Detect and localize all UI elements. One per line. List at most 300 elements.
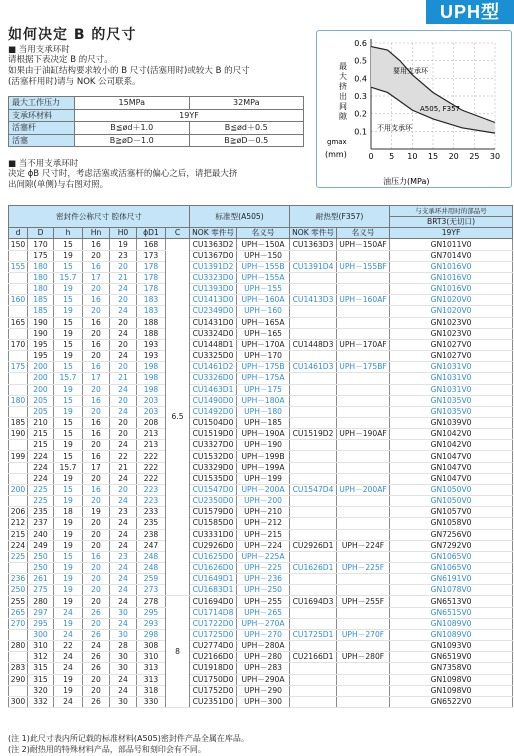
y-tick-label: 0.4: [354, 74, 367, 84]
table-cell: GN1065V0: [390, 551, 513, 562]
table-cell: 15: [54, 339, 83, 350]
table-cell: 20: [83, 496, 110, 507]
table-cell: [9, 462, 28, 473]
table-cell: 19: [54, 284, 83, 295]
table-cell: GN1078V0: [390, 585, 513, 596]
table-cell: [337, 440, 390, 451]
table-cell: 20: [83, 540, 110, 551]
table-cell: [337, 417, 390, 428]
y-axis-label-char: 最: [339, 62, 347, 71]
table-cell: UPH－280A: [237, 641, 290, 652]
table-cell: 15.7: [54, 272, 83, 283]
table-cell: UPH－155: [237, 284, 290, 295]
table-cell: UPH－225F: [337, 563, 390, 574]
table-cell: UPH－200: [237, 496, 290, 507]
table-row: [9, 563, 513, 574]
table-cell: 224: [28, 473, 54, 484]
table-cell: [290, 529, 337, 540]
table-cell: 183: [137, 295, 166, 306]
table-cell: 213: [137, 429, 166, 440]
table-cell: 20: [110, 339, 137, 350]
table-cell: 180: [28, 261, 54, 272]
table-cell: 297: [28, 607, 54, 618]
table-cell: 30: [110, 696, 137, 707]
table-cell: 19: [54, 406, 83, 417]
table-cell: 24: [110, 585, 137, 596]
table-cell: [290, 395, 337, 406]
table-cell: 16: [83, 317, 110, 328]
table-cell: CU2774D0: [190, 641, 237, 652]
table-cell: UPH－170AF: [337, 339, 390, 350]
table-cell: [337, 351, 390, 362]
table-cell: UPH－185: [237, 417, 290, 428]
table-row: [9, 596, 513, 607]
table-cell: CU3329D0: [190, 462, 237, 473]
table-cell: 15: [54, 551, 83, 562]
table-cell: 200: [28, 373, 54, 384]
table-cell: [290, 685, 337, 696]
table-cell: UPH－255F: [337, 596, 390, 607]
series-label: 要用支承环: [393, 67, 428, 75]
table-row: [9, 417, 513, 428]
table-cell: 24: [110, 284, 137, 295]
table-cell: [9, 496, 28, 507]
table-row: [9, 328, 513, 339]
section1-line: (活塞杆用时)请与 NOK 公司联系。: [8, 77, 141, 87]
table-cell: 24: [54, 652, 83, 663]
table-cell: CU1585D0: [190, 518, 237, 529]
table-cell: [290, 496, 337, 507]
table-cell: UPH－165A: [237, 317, 290, 328]
table-cell: 24: [54, 607, 83, 618]
table-cell: 308: [137, 641, 166, 652]
table-cell: 30: [110, 652, 137, 663]
table-cell: [9, 685, 28, 696]
table-cell: [9, 473, 28, 484]
table-cell: 20: [110, 295, 137, 306]
table-cell: 190: [9, 429, 28, 440]
table-row: [9, 339, 513, 350]
table-cell: [337, 585, 390, 596]
table-cell: 313: [137, 674, 166, 685]
table-cell: 24: [110, 596, 137, 607]
table-cell: 215: [28, 440, 54, 451]
table-cell: 24: [110, 618, 137, 629]
table-cell: 20: [83, 574, 110, 585]
table-cell: CU1492D0: [190, 406, 237, 417]
table-cell: 270: [9, 618, 28, 629]
table-cell: 313: [137, 663, 166, 674]
table-cell: 320: [28, 685, 54, 696]
table-row: [9, 696, 513, 707]
table-row: [9, 284, 513, 295]
table-cell: [337, 306, 390, 317]
table-row: [9, 551, 513, 562]
table-cell: CU1547D0: [190, 484, 237, 495]
table-cell: [290, 417, 337, 428]
table-cell: GN6513V0: [390, 596, 513, 607]
table-cell: UPH－280: [237, 652, 290, 663]
table-cell: 16: [83, 484, 110, 495]
table-cell: 310: [137, 652, 166, 663]
table-cell: CU2349D0: [190, 306, 237, 317]
table-cell: 222: [137, 473, 166, 484]
spec-value: B≧øD－0.5: [189, 134, 304, 147]
table-cell: GN1023V0: [390, 317, 513, 328]
table-cell: GN1020V0: [390, 295, 513, 306]
table-cell: 26: [83, 663, 110, 674]
table-row: [9, 585, 513, 596]
table-cell: GN1031V0: [390, 373, 513, 384]
table-cell: 208: [137, 417, 166, 428]
table-cell: 26: [83, 696, 110, 707]
table-cell: 24: [110, 440, 137, 451]
table-cell: 24: [54, 696, 83, 707]
table-cell: UPH－225A: [237, 551, 290, 562]
table-row: [9, 250, 513, 261]
table-cell: 16: [83, 295, 110, 306]
table-cell: 20: [83, 406, 110, 417]
table-cell: 193: [137, 339, 166, 350]
x-tick-label: 30: [489, 152, 501, 161]
table-cell: 20: [110, 417, 137, 428]
table-cell: UPH－250: [237, 585, 290, 596]
table-cell: GN1098V0: [390, 674, 513, 685]
spec-row-piston: [9, 134, 304, 147]
table-cell: [337, 317, 390, 328]
table-cell: CU1461D3: [290, 362, 337, 373]
table-cell: 22: [54, 641, 83, 652]
table-cell: [290, 473, 337, 484]
table-cell: CU1649D1: [190, 574, 237, 585]
table-cell: 18: [54, 507, 83, 518]
table-cell: UPH－150AF: [337, 239, 390, 250]
table-cell: [290, 328, 337, 339]
column-header: h: [54, 228, 83, 239]
table-cell: UPH－200A: [237, 484, 290, 495]
table-row: [9, 540, 513, 551]
y-axis-unit: (mm): [325, 150, 347, 159]
table-cell: 15: [54, 395, 83, 406]
table-cell: 20: [83, 284, 110, 295]
table-cell: 240: [28, 529, 54, 540]
table-cell: UPH－200AF: [337, 484, 390, 495]
table-cell: GN1035V0: [390, 406, 513, 417]
table-cell: 21: [110, 272, 137, 283]
table-cell: 19: [54, 351, 83, 362]
table-cell: GN1031V0: [390, 384, 513, 395]
table-cell: UPH－150: [237, 250, 290, 261]
table-cell: UPH－224: [237, 540, 290, 551]
table-cell: [9, 250, 28, 261]
table-cell: CU1626D0: [190, 563, 237, 574]
table-cell: 19: [110, 239, 137, 250]
table-row: [9, 607, 513, 618]
table-cell: CU1461D2: [190, 362, 237, 373]
table-cell: [337, 507, 390, 518]
table-cell: 223: [137, 496, 166, 507]
table-cell: UPH－236: [237, 574, 290, 585]
table-cell: 17: [83, 373, 110, 384]
table-cell: [337, 663, 390, 674]
table-cell: CU1722D0: [190, 618, 237, 629]
table-row: [9, 529, 513, 540]
table-cell: 26: [83, 629, 110, 640]
table-cell: UPH－210: [237, 507, 290, 518]
table-cell: GN1057V0: [390, 507, 513, 518]
table-cell: 190: [28, 317, 54, 328]
table-cell: 312: [28, 652, 54, 663]
table-cell: 20: [83, 518, 110, 529]
table-row: [9, 507, 513, 518]
table-cell: 23: [110, 250, 137, 261]
page-title: 如何决定 B 的尺寸: [8, 27, 137, 43]
table-cell: 310: [28, 641, 54, 652]
table-cell: 20: [110, 429, 137, 440]
table-cell: 203: [137, 406, 166, 417]
table-cell: UPH－175: [237, 384, 290, 395]
table-row: [9, 484, 513, 495]
table-cell: 155: [9, 261, 28, 272]
series-label: 不用支承环: [377, 124, 412, 132]
table-cell: 188: [137, 317, 166, 328]
table-cell: UPH－283: [237, 663, 290, 674]
table-cell: 295: [137, 607, 166, 618]
table-cell: 205: [28, 406, 54, 417]
table-cell: 300: [28, 629, 54, 640]
table-cell: 273: [137, 585, 166, 596]
table-cell: 235: [28, 507, 54, 518]
table-cell: 178: [137, 261, 166, 272]
table-cell: 222: [137, 462, 166, 473]
table-cell: [290, 518, 337, 529]
table-cell: 24: [110, 473, 137, 484]
spec-table: [8, 96, 304, 147]
x-tick-label: 0: [368, 152, 374, 161]
table-cell: [337, 328, 390, 339]
table-cell: CU2166D0: [190, 652, 237, 663]
table-cell: 24: [110, 563, 137, 574]
table-cell: 250: [28, 563, 54, 574]
table-cell: CU3327D0: [190, 440, 237, 451]
table-cell: GN6522V0: [390, 696, 513, 707]
table-cell: GN1065V0: [390, 563, 513, 574]
table-cell: [290, 507, 337, 518]
table-cell: GN1016V0: [390, 284, 513, 295]
table-cell: 20: [83, 529, 110, 540]
table-cell: 168: [137, 239, 166, 250]
table-cell: 213: [137, 440, 166, 451]
table-cell: GN1039V0: [390, 417, 513, 428]
table-cell: 178: [137, 272, 166, 283]
table-row: [9, 373, 513, 384]
table-cell: 26: [83, 607, 110, 618]
table-cell: [290, 440, 337, 451]
spec-row-rod: [9, 122, 304, 135]
section1-heading-text: 当用支承环时: [18, 45, 70, 55]
table-cell: GN1098V0: [390, 685, 513, 696]
table-cell: [337, 451, 390, 462]
table-cell: CU1752D0: [190, 685, 237, 696]
table-cell: [9, 306, 28, 317]
table-cell: [337, 473, 390, 484]
table-cell: CU1625D0: [190, 551, 237, 562]
table-cell: 21: [110, 373, 137, 384]
table-cell: 15: [54, 362, 83, 373]
table-cell: [290, 351, 337, 362]
table-cell: UPH－160AF: [337, 295, 390, 306]
table-cell: 185: [28, 306, 54, 317]
table-cell: UPH－190A: [237, 429, 290, 440]
table-row: [9, 574, 513, 585]
table-row: [9, 317, 513, 328]
table-cell: 23: [110, 507, 137, 518]
header-standard-type: 标准型(A505): [190, 206, 290, 228]
table-cell: GN1016V0: [390, 261, 513, 272]
table-cell: 19: [54, 496, 83, 507]
table-cell: 236: [9, 574, 28, 585]
table-cell: UPH－190: [237, 440, 290, 451]
spec-value: B≦ød＋0.5: [189, 122, 304, 135]
table-cell: GN7292V0: [390, 540, 513, 551]
table-cell: UPH－280F: [337, 652, 390, 663]
table-cell: CU1448D1: [190, 339, 237, 350]
table-row: [9, 261, 513, 272]
table-cell: 190: [28, 328, 54, 339]
table-cell: UPH－255: [237, 596, 290, 607]
table-cell: 165: [9, 317, 28, 328]
table-cell: [9, 328, 28, 339]
table-cell: CU2351D0: [190, 696, 237, 707]
table-cell: 24: [110, 384, 137, 395]
table-cell: UPH－225: [237, 563, 290, 574]
table-cell: CU1547D4: [290, 484, 337, 495]
table-cell: 212: [9, 518, 28, 529]
table-cell: [9, 563, 28, 574]
annotation: A505, F357: [420, 105, 460, 113]
table-cell: CU1918D0: [190, 663, 237, 674]
spec-value: B≦ød＋1.0: [75, 122, 190, 135]
table-cell: [337, 674, 390, 685]
x-tick-label: 15: [427, 152, 439, 161]
table-cell: 225: [28, 496, 54, 507]
table-cell: 20: [83, 328, 110, 339]
table-cell: 200: [28, 384, 54, 395]
table-cell: GN1016V0: [390, 272, 513, 283]
table-cell: 248: [137, 551, 166, 562]
table-cell: [9, 351, 28, 362]
table-cell: 250: [9, 585, 28, 596]
table-cell: 237: [28, 518, 54, 529]
table-cell: 15.7: [54, 373, 83, 384]
table-cell: GN1031V0: [390, 362, 513, 373]
column-header: Hn: [83, 228, 110, 239]
table-cell: [290, 607, 337, 618]
table-cell: 15: [54, 317, 83, 328]
header-bearing-ring: BRT3(无切口): [390, 217, 513, 228]
header-bearing-ring-title: 与支承环并用时的部品号: [390, 206, 513, 217]
table-cell: 265: [9, 607, 28, 618]
table-cell: GN1042V0: [390, 429, 513, 440]
table-row: [9, 618, 513, 629]
table-cell: 200: [28, 362, 54, 373]
table-cell: 259: [137, 574, 166, 585]
table-cell: [9, 284, 28, 295]
table-cell: GN1047V0: [390, 451, 513, 462]
table-row: [9, 239, 513, 250]
x-tick-label: 5: [389, 152, 395, 161]
table-cell: [290, 250, 337, 261]
table-row: [9, 473, 513, 484]
table-cell: 224: [28, 462, 54, 473]
x-axis-label: 油压力(MPa): [383, 177, 430, 186]
table-cell: [290, 663, 337, 674]
spec-value: 32MPa: [189, 97, 304, 110]
y-tick-label: 0.6: [354, 39, 367, 48]
table-cell: CU1725D0: [190, 629, 237, 640]
table-cell: 15: [54, 429, 83, 440]
table-cell: CU2926D0: [190, 540, 237, 551]
table-cell: UPH－175B: [237, 362, 290, 373]
table-row: [9, 518, 513, 529]
table-cell: 193: [137, 351, 166, 362]
table-cell: [290, 384, 337, 395]
table-cell: 24: [110, 406, 137, 417]
column-header: H0: [110, 228, 137, 239]
spec-label: 活塞杆: [9, 122, 75, 135]
table-cell: GN1093V0: [390, 641, 513, 652]
spec-label: 支承环材料: [9, 109, 75, 122]
table-cell: CU1750D0: [190, 674, 237, 685]
table-cell: GN6191V0: [390, 574, 513, 585]
table-cell: 19: [54, 328, 83, 339]
y-axis-label-char: 出: [339, 92, 347, 101]
table-cell: CU2350D0: [190, 496, 237, 507]
table-row: [9, 406, 513, 417]
table-cell: 19: [83, 507, 110, 518]
table-cell: UPH－160A: [237, 295, 290, 306]
c-value: 6.5: [166, 239, 190, 596]
table-cell: 15: [54, 261, 83, 272]
table-cell: 22: [110, 451, 137, 462]
table-cell: 249: [28, 540, 54, 551]
table-cell: [290, 451, 337, 462]
table-cell: GN1089V0: [390, 618, 513, 629]
y-axis-label-char: 隙: [339, 112, 347, 121]
table-cell: GN1035V0: [390, 395, 513, 406]
table-cell: 278: [137, 596, 166, 607]
table-cell: [9, 652, 28, 663]
table-cell: CU1391D4: [290, 261, 337, 272]
table-cell: 206: [9, 507, 28, 518]
table-cell: CU1683D1: [190, 585, 237, 596]
table-cell: [290, 641, 337, 652]
table-cell: [290, 317, 337, 328]
table-cell: 19: [54, 685, 83, 696]
section2-heading-text: 当不用支承环时: [18, 159, 79, 169]
table-cell: [337, 551, 390, 562]
table-cell: 24: [110, 674, 137, 685]
table-cell: [9, 406, 28, 417]
table-cell: [337, 496, 390, 507]
table-row: [9, 685, 513, 696]
header-heat-type: 耐热型(F357): [290, 206, 390, 228]
table-cell: 20: [83, 563, 110, 574]
table-cell: 280: [9, 641, 28, 652]
table-cell: UPH－170A: [237, 339, 290, 350]
table-cell: 24: [110, 574, 137, 585]
size-table: [8, 205, 513, 708]
